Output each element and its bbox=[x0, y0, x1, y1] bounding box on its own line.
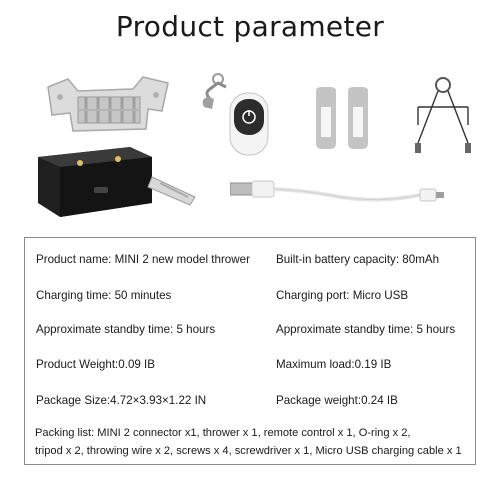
page-title: Product parameter bbox=[115, 10, 385, 43]
packing-list-line: tripod x 2, throwing wire x 2, screws x 4, screwdriver x 1, Micro USB charging cable x 1 bbox=[35, 445, 462, 457]
o-rings-image bbox=[312, 85, 382, 155]
standby-time-label: Approximate standby time: 5 hours bbox=[36, 323, 216, 336]
spec-table bbox=[24, 237, 476, 465]
gimbal-mount-bracket-image bbox=[38, 69, 178, 139]
thrower-module-image bbox=[30, 137, 205, 227]
battery-capacity-label: Built-in battery capacity: 80mAh bbox=[276, 253, 440, 266]
packing-list bbox=[35, 424, 471, 460]
remote-control-image bbox=[196, 69, 286, 164]
package-weight-label: Package weight:0.24 IB bbox=[276, 394, 398, 407]
package-size-label: Package Size:4.72×3.93×1.22 IN bbox=[36, 394, 207, 407]
product-photos bbox=[0, 55, 500, 225]
charging-time-label: Charging time: 50 minutes bbox=[36, 289, 172, 302]
product-name-label: Product name: MINI 2 new model thrower bbox=[36, 253, 250, 266]
packing-list-line: Packing list: MINI 2 connector x1, thrower x 1, remote control x 1, O-ring x 2, bbox=[35, 427, 411, 439]
maximum-load-label: Maximum load:0.19 IB bbox=[276, 358, 392, 371]
throwing-wire-image bbox=[408, 73, 478, 163]
micro-usb-cable-image bbox=[230, 173, 455, 213]
product-weight-label: Product Weight:0.09 IB bbox=[36, 358, 156, 371]
charging-port-label: Charging port: Micro USB bbox=[276, 289, 409, 302]
standby-time-label-right: Approximate standby time: 5 hours bbox=[276, 323, 456, 336]
